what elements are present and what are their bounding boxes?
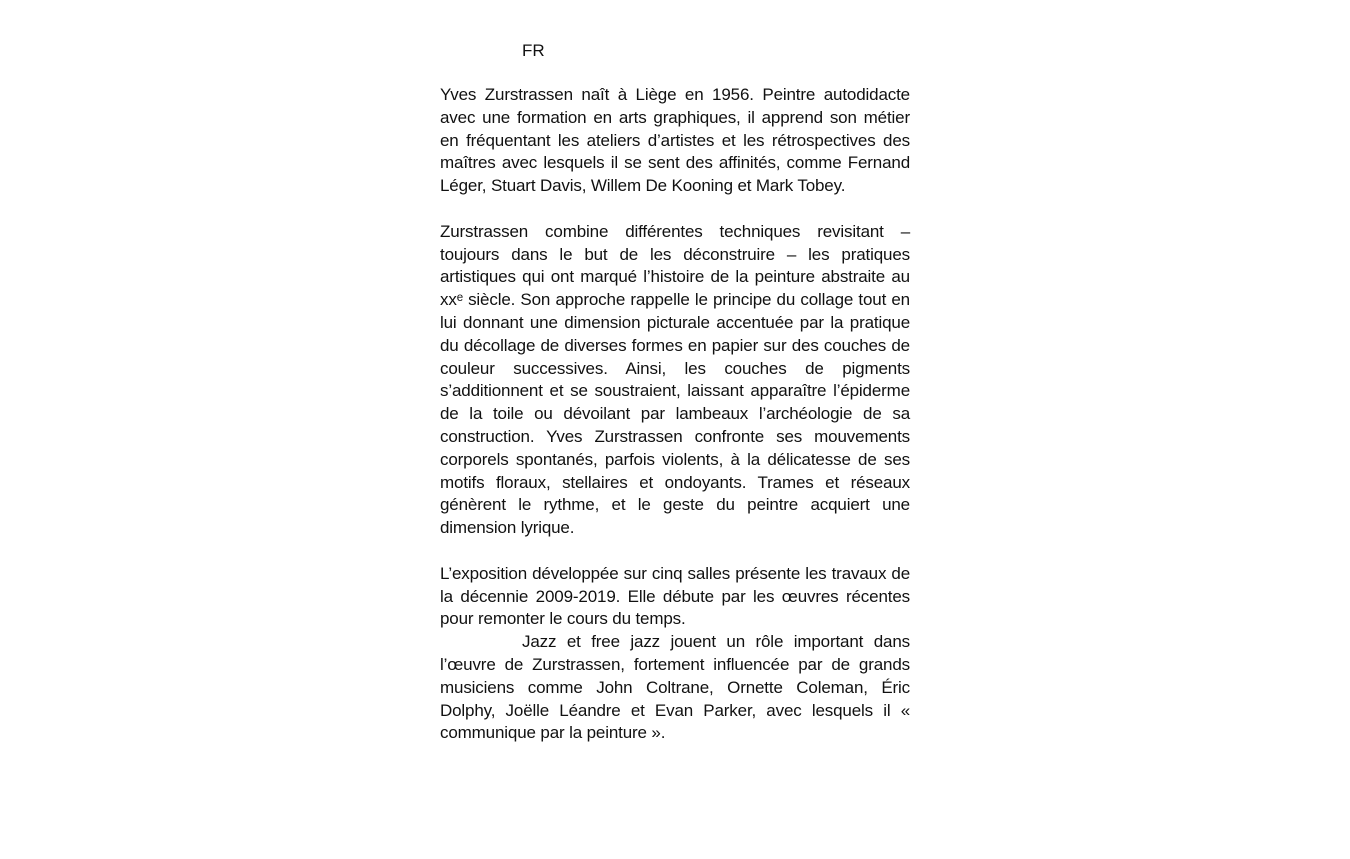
text-column <box>440 38 910 745</box>
paragraph-jazz: Jazz et free jazz jouent un rôle important dans l’œuvre de Zurstrassen, fortement influencée par de grands musiciens comme John Coltrane, Ornette Coleman, Éric Dolphy, Joëlle Léandre et Evan Parker, avec lesquels il « communique par la peinture ». <box>440 632 910 743</box>
paragraph-technique: Zurstrassen combine différentes techniques revisitant – toujours dans le but de les déconstruire – les pratiques artistiques qui ont marqué l’histoire de la peinture abstraite au xxᵉ siècle. Son approche rappelle le principe du collage tout en lui donnant une dimension picturale accentuée par la pratique du décollage de diverses formes en papier sur des couches de couleur successives. Ainsi, les couches de pigments s’additionnent et se soustraient, laissant apparaître l’épiderme de la toile ou dévoilant par lambeaux l’archéologie de sa construction. Yves Zurstrassen confronte ses mouvements corporels spontanés, parfois violents, à la délicatesse de ses motifs floraux, stellaires et ondoyants. Trames et réseaux génèrent le rythme, et le geste du peintre acquiert une dimension lyrique. <box>440 221 910 538</box>
paragraph-exhibition: L’exposition développée sur cinq salles présente les travaux de la décennie 2009-2019. Elle débute par les œuvres récentes pour remonter le cours du temps. <box>440 563 910 629</box>
language-label: FR <box>522 41 545 60</box>
paragraph-biography: Yves Zurstrassen naît à Liège en 1956. Peintre autodidacte avec une formation en arts graphiques, il apprend son métier en fréquentant les ateliers d’artistes et les rétrospectives des maîtres avec lesquels il se sent des affinités, comme Fernand Léger, Stuart Davis, Willem De Kooning et Mark Tobey. <box>440 85 910 196</box>
